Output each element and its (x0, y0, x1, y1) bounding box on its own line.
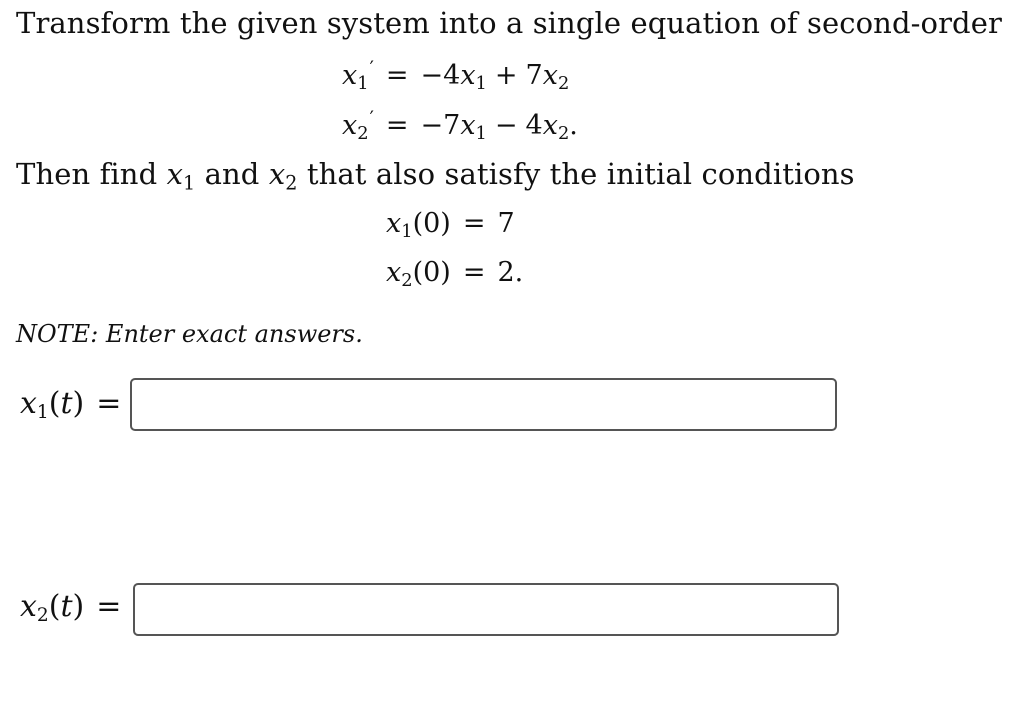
ic2-relation: = (462, 257, 486, 288)
ic2-sub: 2 (401, 269, 413, 291)
eq2-sub2: 2 (557, 122, 570, 144)
eq2-lhs-prime: ′ (369, 106, 374, 129)
eq1-operator: + (494, 60, 518, 91)
eq2-sub1: 1 (475, 122, 487, 144)
ic1-value: 7 (497, 208, 515, 239)
ic2-arg: (0) (412, 257, 451, 288)
system-equation-2 (342, 106, 578, 144)
followup-x1-sub: 1 (183, 171, 196, 195)
note-text: NOTE: Enter exact answers. (16, 320, 363, 348)
ic1-relation: = (462, 208, 486, 239)
eq1-sub2: 2 (557, 72, 570, 94)
eq2-var2: x (542, 110, 558, 141)
problem-followup (16, 157, 855, 195)
eq2-operator: − (494, 110, 518, 141)
ic1-var: x (386, 208, 402, 239)
eq1-var2: x (542, 60, 558, 91)
ic1-sub: 1 (401, 220, 413, 242)
ic2-var: x (386, 257, 402, 288)
eq1-coef1: 4 (443, 60, 461, 91)
answer-x2-open-paren: ( (48, 589, 61, 624)
eq1-lhs-var: x (342, 60, 358, 91)
eq2-sign: − (420, 110, 444, 141)
eq2-lhs-sub: 2 (357, 122, 369, 144)
eq2-end: . (569, 110, 578, 141)
eq1-coef2: 7 (525, 60, 543, 91)
initial-condition-1 (386, 208, 515, 242)
problem-prompt: Transform the given system into a single equation of second-order (16, 6, 1002, 40)
eq1-sub1: 1 (475, 72, 487, 94)
eq2-var1: x (460, 110, 476, 141)
followup-then: Then find (16, 157, 158, 191)
answer-x1-equals: = (96, 386, 122, 421)
followup-x1-var: x (166, 157, 184, 191)
followup-x2-var: x (268, 157, 286, 191)
answer-x1-sub: 1 (36, 402, 49, 424)
answer-x1-var: x (20, 386, 37, 421)
eq1-sign: − (420, 60, 444, 91)
answer-x2-input[interactable] (133, 583, 839, 636)
answer-x2-equals: = (96, 589, 122, 624)
answer-x2-var: x (20, 589, 37, 624)
answer-x1-label (20, 386, 133, 424)
followup-x2-sub: 2 (285, 171, 298, 195)
ic2-value: 2. (497, 257, 524, 288)
answer-x1-close-paren: ) (72, 386, 85, 421)
eq2-coef2: 4 (525, 110, 543, 141)
answer-x1-input[interactable] (130, 378, 837, 431)
followup-post: that also satisfy the initial conditions (306, 157, 855, 191)
answer-x2-sub: 2 (36, 605, 49, 627)
answer-x2-close-paren: ) (72, 589, 85, 624)
eq1-var1: x (460, 60, 476, 91)
answer-x2-t: t (60, 589, 73, 624)
eq1-lhs-prime: ′ (369, 56, 374, 79)
followup-and: and (204, 157, 260, 191)
eq2-lhs-var: x (342, 110, 358, 141)
eq1-relation: = (385, 60, 409, 91)
system-equation-1 (342, 56, 570, 94)
answer-x1-open-paren: ( (48, 386, 61, 421)
eq2-relation: = (385, 110, 409, 141)
answer-x1-t: t (60, 386, 73, 421)
eq2-coef1: 7 (443, 110, 461, 141)
ic1-arg: (0) (412, 208, 451, 239)
answer-x2-label (20, 589, 133, 627)
initial-condition-2 (386, 257, 524, 291)
eq1-lhs-sub: 1 (357, 72, 369, 94)
